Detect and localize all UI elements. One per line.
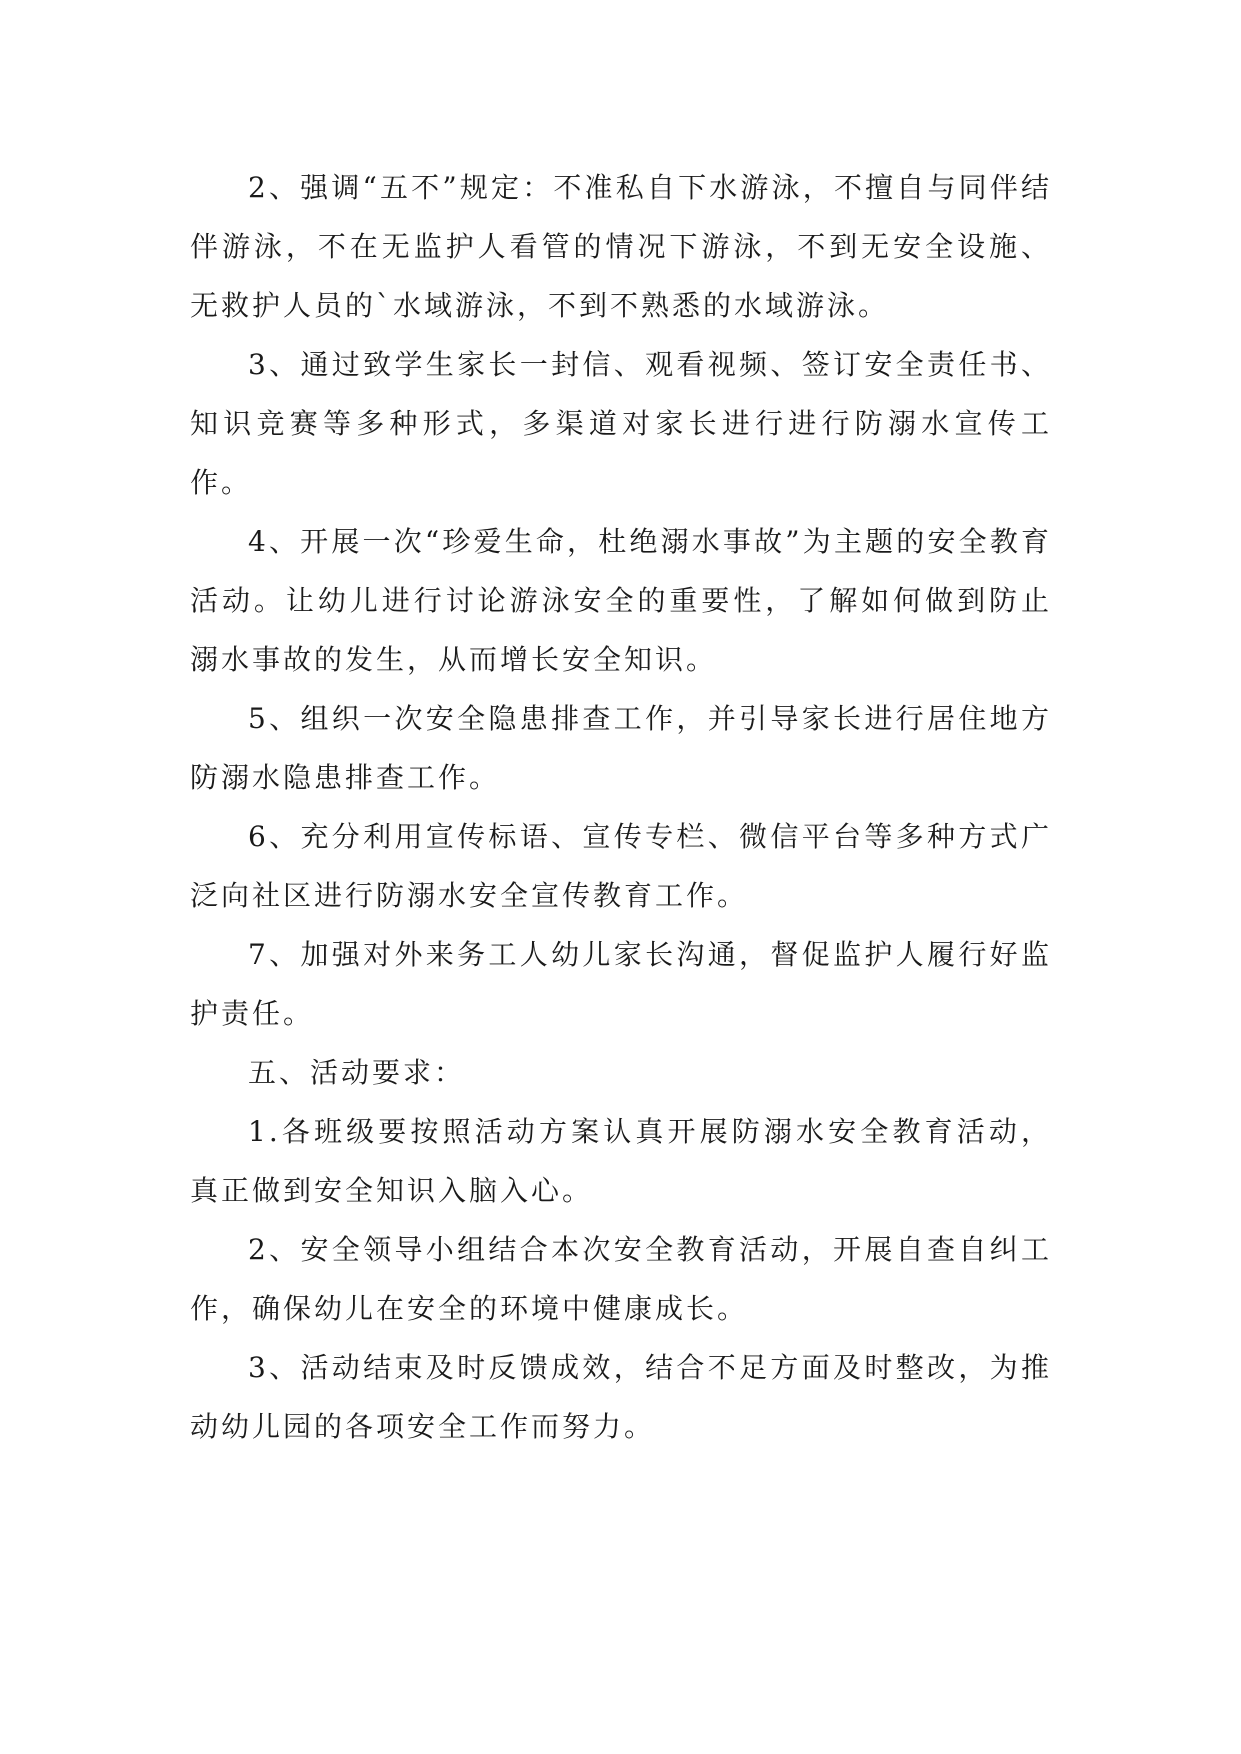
paragraph-parent-letter: 3、通过致学生家长一封信、观看视频、签订安全责任书、知识竞赛等多种形式，多渠道对家长进行进行防溺水宣传工作。	[190, 348, 1052, 499]
paragraph-hazard-inspection: 5、组织一次安全隐患排查工作，并引导家长进行居住地方防溺水隐患排查工作。	[190, 702, 1052, 794]
paragraph-publicity: 6、充分利用宣传标语、宣传专栏、微信平台等多种方式广泛向社区进行防溺水安全宣传教育工作。	[190, 820, 1052, 912]
paragraph-feedback: 3、活动结束及时反馈成效，结合不足方面及时整改，为推动幼儿园的各项安全工作而努力。	[190, 1351, 1052, 1443]
paragraph-rule-five-no: 2、强调“五不”规定：不准私自下水游泳，不擅自与同伴结伴游泳，不在无监护人看管的情况下游泳，不到无安全设施、无救护人员的`水域游泳，不到不熟悉的水域游泳。	[190, 171, 1052, 322]
paragraph-class-implementation: 1.各班级要按照活动方案认真开展防溺水安全教育活动，真正做到安全知识入脑入心。	[190, 1115, 1052, 1207]
document-body	[190, 158, 1052, 1456]
section-heading-requirements: 五、活动要求：	[248, 1056, 466, 1089]
paragraph-self-inspection: 2、安全领导小组结合本次安全教育活动，开展自查自纠工作，确保幼儿在安全的环境中健康成长。	[190, 1233, 1052, 1325]
paragraph-safety-theme-activity: 4、开展一次“珍爱生命，杜绝溺水事故”为主题的安全教育活动。让幼儿进行讨论游泳安全的重要性，了解如何做到防止溺水事故的发生，从而增长安全知识。	[190, 525, 1052, 676]
paragraph-parent-communication: 7、加强对外来务工人幼儿家长沟通，督促监护人履行好监护责任。	[190, 938, 1052, 1030]
